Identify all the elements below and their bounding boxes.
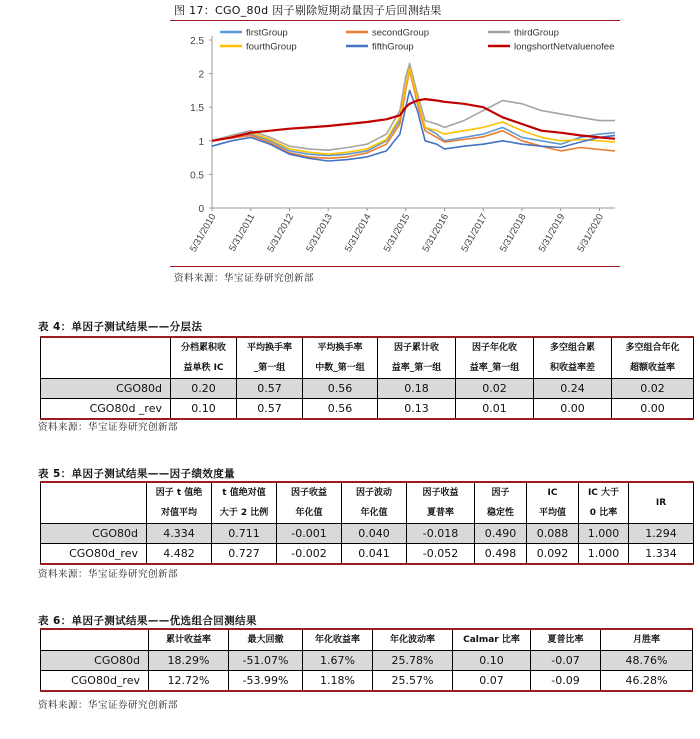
table-cell: 0.24 [534,379,612,399]
x-tick-label: 5/31/2020 [575,212,607,255]
table6-header: 最大回撤 [229,629,303,651]
table-cell: 1.18% [303,671,373,691]
table5-source: 资料来源：华宝证券研究创新部 [38,569,179,580]
table-row [41,651,693,671]
table5-header: 因子收益 夏普率 [407,482,475,524]
table5-header: 因子 稳定性 [475,482,527,524]
table6-header: 月胜率 [601,629,693,651]
series-line-thirdGroup [212,64,615,151]
chart-axes [188,36,615,254]
table-cell: 0.57 [237,399,303,419]
table-cell: 12.72% [149,671,229,691]
chart-legend [220,28,614,53]
table6-header: 夏普比率 [531,629,601,651]
table-cell: 1.334 [629,544,694,564]
table-cell: 0.088 [527,524,579,544]
x-tick-label: 5/31/2016 [420,212,452,255]
table-cell: -0.001 [277,524,342,544]
table-cell: 0.498 [475,544,527,564]
table4-header: 平均换手率 中数_第一组 [303,337,378,379]
table6-header-row [41,629,693,651]
table5-header: IC 大于 0 比率 [579,482,629,524]
row-label: CGO80d [41,524,147,544]
table6-header: 年化波动率 [373,629,453,651]
table-cell: -51.07% [229,651,303,671]
table4-header: 多空组合累 积收益率差 [534,337,612,379]
table6-header: Calmar 比率 [453,629,531,651]
legend-label: fourthGroup [246,41,297,53]
table4 [40,336,694,420]
figure-title: 图 17：CGO_80d 因子剔除短期动量因子后回测结果 [174,4,442,17]
legend-label: fifthGroup [372,41,414,53]
x-tick-label: 5/31/2017 [459,212,490,255]
table-cell: 0.092 [527,544,579,564]
table5-header: 因子 t 值绝 对值平均 [147,482,212,524]
table-row [41,399,694,419]
table-cell: 0.56 [303,399,378,419]
table-cell: 0.02 [456,379,534,399]
table-cell: 48.76% [601,651,693,671]
x-tick-label: 5/31/2012 [265,212,297,255]
table6-source: 资料来源：华宝证券研究创新部 [38,700,179,711]
table5-title: 表 5：单因子测试结果——因子绩效度量 [38,468,236,480]
table-cell: 0.07 [453,671,531,691]
legend-label: longshortNetvaluenofee [514,41,615,53]
table-cell: 25.78% [373,651,453,671]
table4-corner [41,337,171,379]
x-tick-label: 5/31/2018 [497,212,529,255]
table-cell: 0.727 [212,544,277,564]
x-tick-label: 5/31/2014 [342,212,374,255]
table-cell: 1.294 [629,524,694,544]
table-cell: 0.10 [453,651,531,671]
table5-header: IR [629,482,694,524]
x-tick-label: 5/31/2019 [536,212,568,255]
table-cell: 4.482 [147,544,212,564]
x-tick-label: 5/31/2011 [227,212,258,254]
series-line-longshortNetvaluenofee [212,99,615,141]
y-tick-label: 2 [198,69,204,81]
table-cell: 1.67% [303,651,373,671]
table-cell: 0.040 [342,524,407,544]
legend-label: firstGroup [246,27,288,39]
table4-header: 因子年化收 益率_第一组 [456,337,534,379]
table-cell: 0.490 [475,524,527,544]
table-cell: 0.56 [303,379,378,399]
chart-series [212,64,615,162]
table4-header: 因子累计收 益率_第一组 [378,337,456,379]
legend-label: secondGroup [372,27,430,39]
table-cell: 18.29% [149,651,229,671]
table-cell: -0.07 [531,651,601,671]
table-cell: 0.13 [378,399,456,419]
figure-source: 资料来源：华宝证券研究创新部 [174,273,315,284]
table-cell: 46.28% [601,671,693,691]
table5 [40,481,694,565]
table-cell: 0.20 [171,379,237,399]
y-tick-label: 1 [198,136,204,148]
table5-header-row [41,482,694,524]
table-cell: -53.99% [229,671,303,691]
table-cell: -0.09 [531,671,601,691]
table6-corner [41,629,149,651]
table-cell: 0.041 [342,544,407,564]
table6-header: 年化收益率 [303,629,373,651]
table5-header: t 值绝对值 大于 2 比例 [212,482,277,524]
table-cell: 0.18 [378,379,456,399]
table-row [41,379,694,399]
row-label: CGO80d [41,651,149,671]
x-tick-label: 5/31/2010 [187,212,219,255]
table5-header: IC 平均值 [527,482,579,524]
table5-corner [41,482,147,524]
line-chart [170,22,620,266]
table5-header: 因子收益 年化值 [277,482,342,524]
x-tick-label: 5/31/2015 [381,212,413,255]
row-label: CGO80d _rev [41,399,171,419]
table-cell: 0.00 [534,399,612,419]
table-cell: 0.10 [171,399,237,419]
table4-header: 多空组合年化 超额收益率 [612,337,694,379]
table4-header: 分档累积收 益单秩 IC [171,337,237,379]
table4-title: 表 4：单因子测试结果——分层法 [38,321,203,333]
table-row [41,524,694,544]
table6-title: 表 6：单因子测试结果——优选组合回测结果 [38,615,257,627]
table-cell: 0.00 [612,399,694,419]
table-row [41,544,694,564]
y-tick-label: 2.5 [190,36,204,47]
table-row [41,671,693,691]
table-cell: 25.57% [373,671,453,691]
figure-top-rule [170,20,620,21]
legend-label: thirdGroup [514,27,559,39]
table-cell: 0.02 [612,379,694,399]
table4-source: 资料来源：华宝证券研究创新部 [38,422,179,433]
table-cell: 0.57 [237,379,303,399]
table-cell: -0.018 [407,524,475,544]
table-cell: 4.334 [147,524,212,544]
table6-header: 累计收益率 [149,629,229,651]
table-cell: 0.01 [456,399,534,419]
table4-header: 平均换手率 _第一组 [237,337,303,379]
table-cell: 1.000 [579,524,629,544]
x-tick-label: 5/31/2013 [304,212,335,255]
table-cell: -0.002 [277,544,342,564]
figure-bottom-rule [170,266,620,267]
table-cell: 1.000 [579,544,629,564]
y-tick-label: 0.5 [190,170,204,182]
table-cell: 0.711 [212,524,277,544]
row-label: CGO80d_rev [41,671,149,691]
table6 [40,628,693,692]
table-cell: -0.052 [407,544,475,564]
table4-header-row [41,337,694,379]
y-tick-label: 1.5 [190,103,204,115]
row-label: CGO80d_rev [41,544,147,564]
row-label: CGO80d [41,379,171,399]
series-line-fourthGroup [212,68,615,154]
y-tick-label: 0 [198,204,204,215]
table5-header: 因子波动 年化值 [342,482,407,524]
